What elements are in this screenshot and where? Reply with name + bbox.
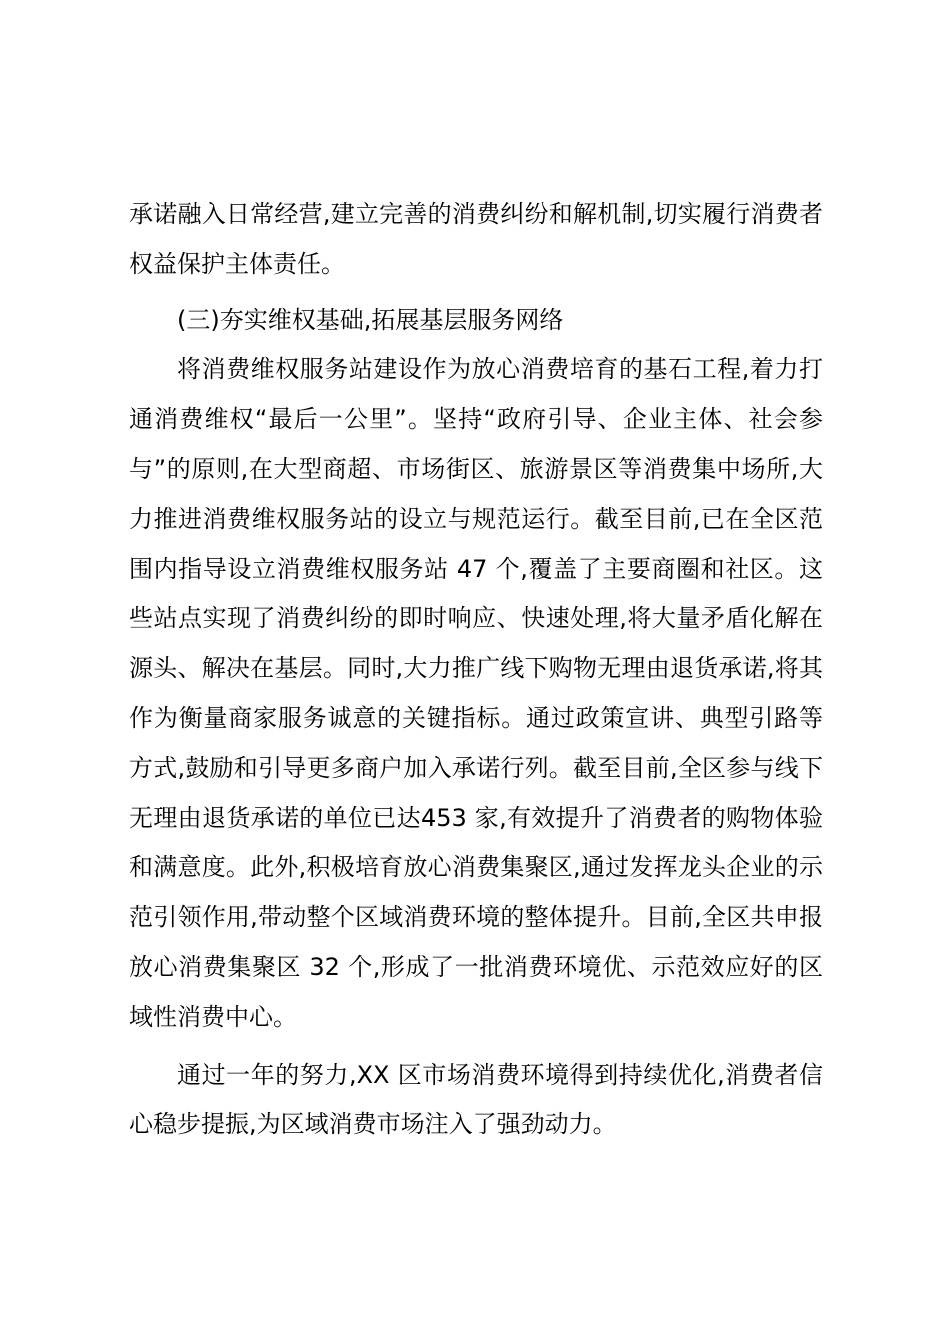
paragraph-service-stations: 将消费维权服务站建设作为放心消费培育的基石工程,着力打通消费维权“最后一公里”。坚持“政府引导、企业主体、社会参与”的原则,在大型商超、市场街区、旅游景区等消费集中场所,大力推进消费维权服务站的设立与规范运行。截至目前,已在全区范围内指导设立消费维权服务站 47 个,覆盖了主要商圈和社区。这些站点实现了消费纠纷的即时响应、快速处理,将大量矛盾化解在源头、解决在基层。同时,大力推广线下购物无理由退货承诺,将其作为衡量商家服务诚意的关键指标。通过政策宣讲、典型引路等方式,鼓励和引导更多商户加入承诺行列。截至目前,全区参与线下无理由退货承诺的单位已达453 家,有效提升了消费者的购物体验和满意度。此外,积极培育放心消费集聚区,通过发挥龙头企业的示范引领作用,带动整个区域消费环境的整体提升。目前,全区共申报放心消费集聚区 32 个,形成了一批消费环境优、示范效应好的区域性消费中心。 xyxy=(129,355,823,1031)
document-body xyxy=(129,190,823,1150)
section-heading: (三)夯实维权基础,拓展基层服务网络 xyxy=(177,305,564,334)
paragraph-conclusion: 通过一年的努力,XX 区市场消费环境得到持续优化,消费者信心稳步提振,为区域消费市场注入了强劲动力。 xyxy=(129,1060,823,1139)
paragraph-continuation: 承诺融入日常经营,建立完善的消费纠纷和解机制,切实履行消费者权益保护主体责任。 xyxy=(129,200,823,278)
